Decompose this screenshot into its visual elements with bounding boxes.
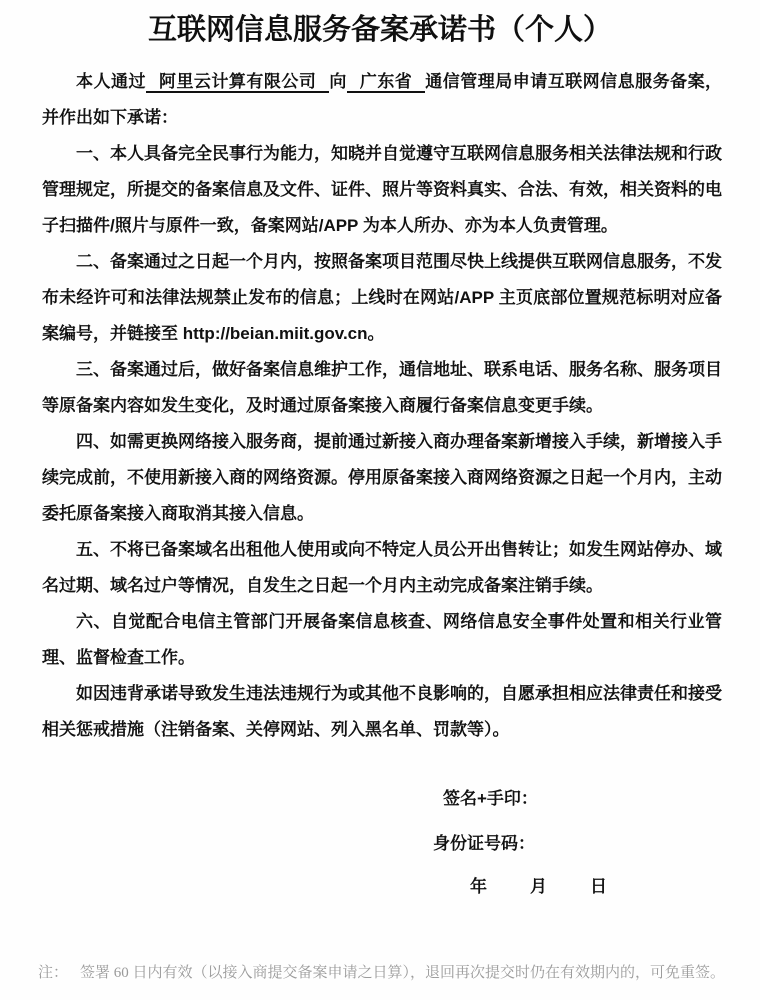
footnote-label: 注：: [38, 965, 69, 981]
province-blank: 广东省: [347, 72, 425, 93]
footnote-text: 签署 60 日内有效（以接入商提交备案申请之日算），退回再次提交时仍在有效期内的，可免重签。: [80, 965, 726, 981]
clause-paragraph-3: 三、备案通过后，做好备案信息维护工作，通信地址、联系电话、服务名称、服务项目等原备案内容如发生变化，及时通过原备案接入商履行备案信息变更手续。: [42, 360, 722, 415]
intro-prefix: 本人通过: [76, 72, 146, 91]
signature-block: [0, 781, 760, 905]
clause-paragraph-6: 六、自觉配合电信主管部门开展备案信息核查、网络信息安全事件处置和相关行业管理、监督检查工作。: [42, 612, 722, 667]
id-number-label: 身份证号码：: [433, 834, 535, 853]
date-month-label: 月: [530, 877, 547, 896]
date-day-label: 日: [590, 877, 607, 896]
document-title: 互联网信息服务备案承诺书（个人）: [147, 14, 612, 46]
provider-blank: 阿里云计算有限公司: [146, 72, 329, 93]
intro-connector: 向: [329, 72, 347, 91]
clause-paragraph-1: 一、本人具备完全民事行为能力，知晓并自觉遵守互联网信息服务相关法律法规和行政管理规定，所提交的备案信息及文件、证件、照片等资料真实、合法、有效，相关资料的电子扫描件/照片与原件一致，备案网站/APP 为本人所办、亦为本人负责管理。: [42, 144, 722, 235]
signature-label: 签名+手印：: [443, 789, 538, 808]
closing-paragraph: 如因违背承诺导致发生违法违规行为或其他不良影响的，自愿承担相应法律责任和接受相关惩戒措施（注销备案、关停网站、列入黑名单、罚款等）。: [42, 684, 722, 739]
document-body: [42, 64, 722, 748]
clause-paragraph-4: 四、如需更换网络接入服务商，提前通过新接入商办理备案新增接入手续，新增接入手续完成前，不使用新接入商的网络资源。停用原备案接入商网络资源之日起一个月内，主动委托原备案接入商取消其接入信息。: [42, 432, 722, 523]
footnote: [38, 963, 738, 983]
date-year-label: 年: [470, 877, 487, 896]
date-line: [470, 869, 760, 905]
clause-paragraph-5: 五、不将已备案域名出租他人使用或向不特定人员公开出售转让；如发生网站停办、域名过期、域名过户等情况，自发生之日起一个月内主动完成备案注销手续。: [42, 540, 722, 595]
intro-paragraph: [42, 64, 722, 136]
intro-suffix: 通信管理局申请互联网信息服务备案，并作出如下承诺：: [42, 72, 723, 127]
clause-paragraph-2: 二、备案通过之日起一个月内，按照备案项目范围尽快上线提供互联网信息服务，不发布未经许可和法律法规禁止发布的信息；上线时在网站/APP 主页底部位置规范标明对应备案编号，并链接至 http://beian.miit.gov.cn。: [42, 252, 722, 343]
